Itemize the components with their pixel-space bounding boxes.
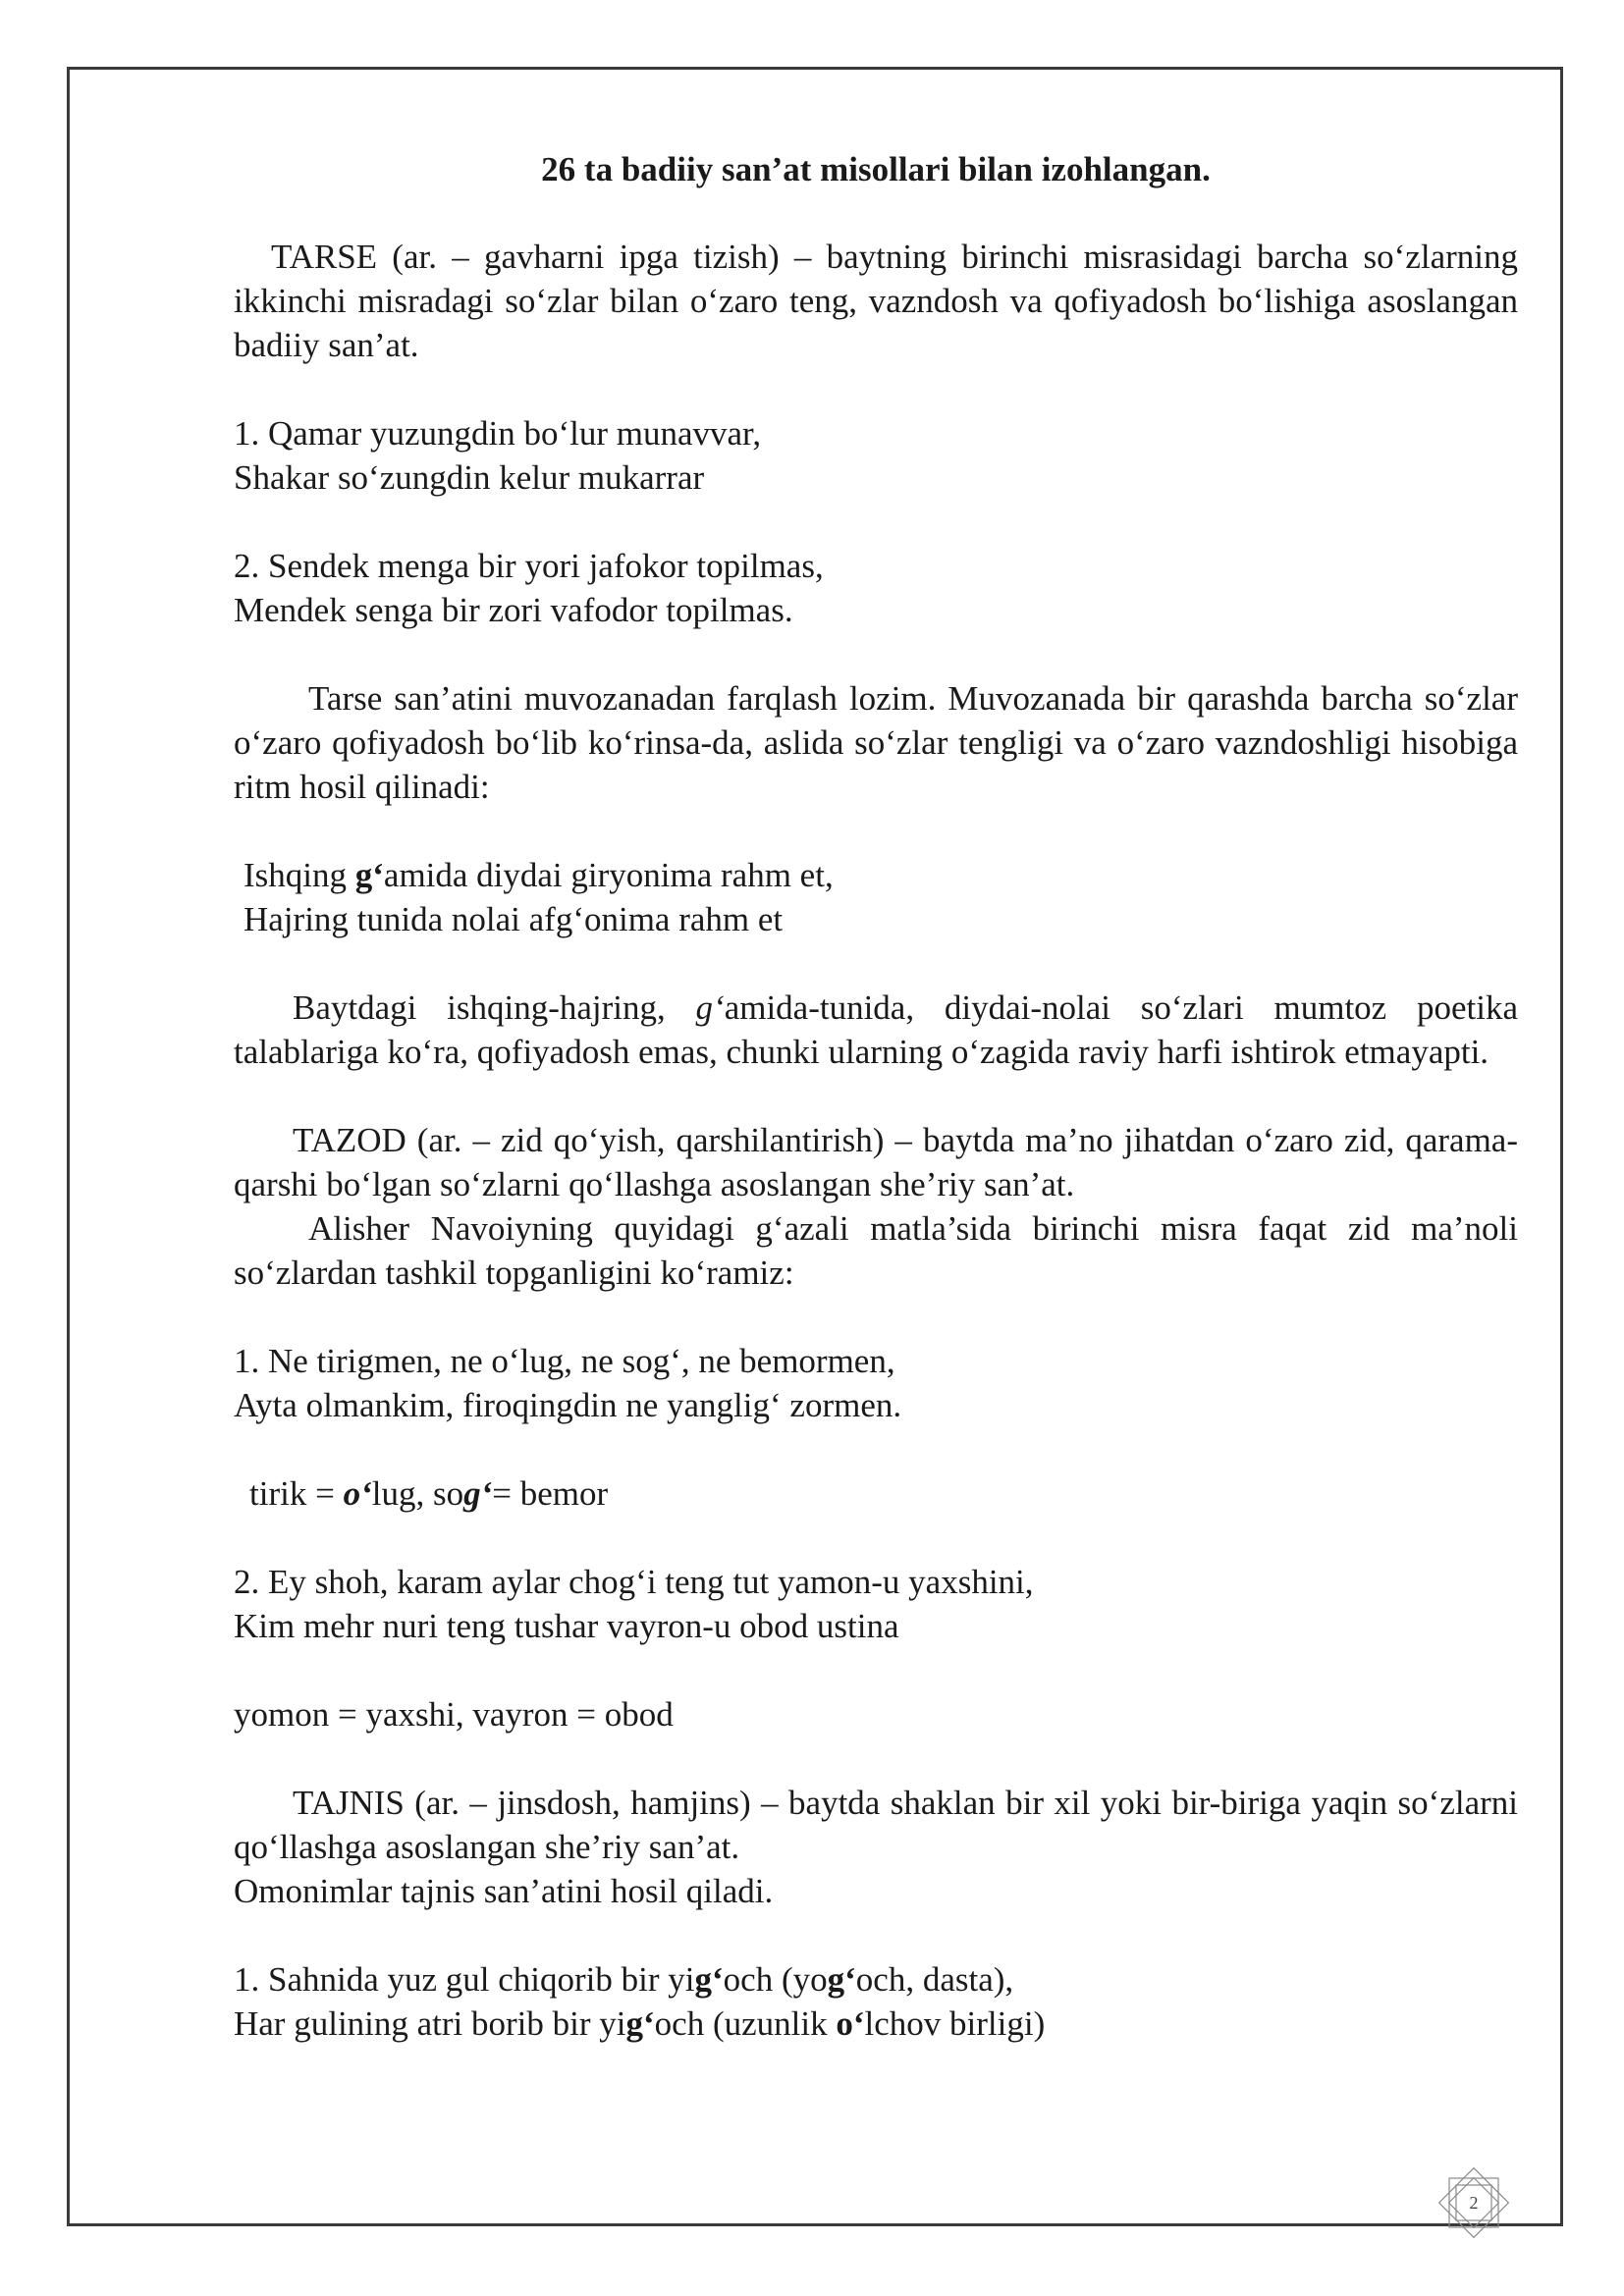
muvozana-verse-line-2: Hajring tunida nolai afg‘onima rahm et — [244, 900, 784, 938]
tajnis-example-1-line-2: Har gulining atri borib bir yig‘och (uzunlik o‘lchov birligi) — [234, 2004, 1046, 2043]
tazod-pair-2: yomon = yaxshi, vayron = obod — [234, 1695, 674, 1734]
tazod-definition: TAZOD (ar. – zid qo‘yish, qarshilantirish) – baytda ma’no jihatdan o‘zaro zid, qarama-qarshi bo‘lgan so‘zlarni qo‘llashga asoslangan she’riy san’at. — [234, 1121, 1518, 1203]
muvozana-explanation: Baytdagi ishqing-hajring, g‘amida-tunida, diydai-nolai so‘zlari mumtoz poetika talablariga ko‘ra, qofiyadosh emas, chunki ularning o‘zagida raviy harfi ishtirok etmayapti. — [234, 988, 1518, 1071]
tarse-example-1-line-2: Shakar so‘zungdin kelur mukarrar — [234, 458, 705, 497]
page-number: 2 — [1469, 2193, 1479, 2213]
muvozana-verse-line-1: Ishqing g‘amida diydai giryonima rahm et, — [244, 856, 834, 894]
tarse-example-2-line-2: Mendek senga bir zori vafodor topilmas. — [234, 591, 793, 629]
tarse-definition: TARSE (ar. – gavharni ipga tizish) – baytning birinchi misrasidagi barcha so‘zlarning ikkinchi misradagi so‘zlar bilan o‘zaro teng, vazndosh va qofiyadosh bo‘lishiga asoslangan badiiy san’at. — [234, 238, 1518, 364]
tarse-example-1-line-1: 1. Qamar yuzungdin bo‘lur munavvar, — [234, 414, 762, 453]
tazod-intro: Alisher Navoiyning quyidagi g‘azali matla’sida birinchi misra faqat zid ma’noli so‘zlardan tashkil topganligini ko‘ramiz: — [234, 1209, 1518, 1292]
tazod-example-1-line-1: 1. Ne tirigmen, ne o‘lug, ne sog‘, ne bemormen, — [234, 1342, 895, 1380]
tajnis-note: Omonimlar tajnis san’atini hosil qiladi. — [234, 1872, 774, 1910]
tajnis-example-1-line-1: 1. Sahnida yuz gul chiqorib bir yig‘och (yog‘och, dasta), — [234, 1960, 1014, 1999]
tazod-example-1-line-2: Ayta olmankim, firoqingdin ne yanglig‘ zormen. — [234, 1386, 902, 1424]
page-title: 26 ta badiiy san’at misollari bilan izohlangan. — [541, 150, 1211, 188]
tazod-pair-1: tirik = o‘lug, sog‘= bemor — [249, 1474, 609, 1513]
page-number-badge — [1430, 2163, 1518, 2242]
document-body — [234, 147, 1518, 2046]
tarse-muvozana-note: Tarse san’atini muvozanadan farqlash lozim. Muvozanada bir qarashda barcha so‘zlar o‘zaro qofiyadosh bo‘lib ko‘rinsa-da, aslida so‘zlar tengligi va o‘zaro vazndoshligi hisobiga ritm hosil qilinadi: — [234, 679, 1518, 806]
tajnis-definition: TAJNIS (ar. – jinsdosh, hamjins) – baytda shaklan bir xil yoki bir-biriga yaqin so‘zlarni qo‘llashga asoslangan she’riy san’at. — [234, 1784, 1518, 1866]
tazod-example-2-line-1: 2. Ey shoh, karam aylar chog‘i teng tut yamon-u yaxshini, — [234, 1563, 1034, 1601]
tarse-example-2-line-1: 2. Sendek menga bir yori jafokor topilmas, — [234, 547, 824, 585]
tazod-example-2-line-2: Kim mehr nuri teng tushar vayron-u obod ustina — [234, 1607, 899, 1645]
